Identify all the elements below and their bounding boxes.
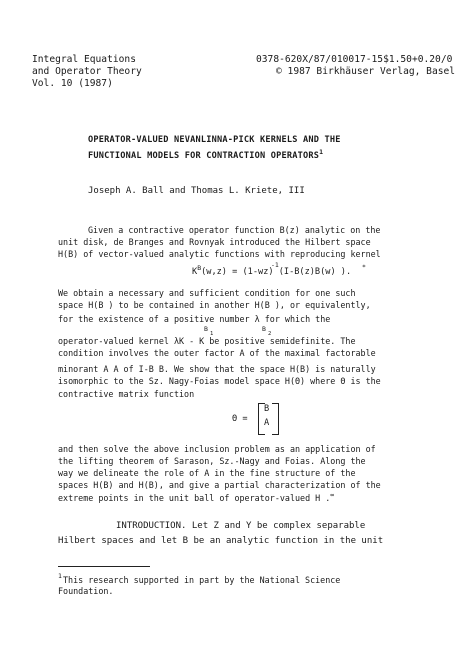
h-infinity-superscript: ∞ (330, 491, 335, 499)
matrix-entry-b: B (264, 404, 270, 414)
issn-code: 0378-620X/87/010017-15$1.50+0.20/0 (256, 54, 453, 65)
abstract-line-16-text: extreme points in the unit ball of operator-valued H . (58, 493, 331, 503)
abstract-line-10: isomorphic to the Sz. Nagy-Foias model space H(Θ) where Θ is the (58, 376, 381, 386)
copyright-line: © 1987 Birkhäuser Verlag, Basel (276, 66, 456, 77)
adjoint-star: * (362, 263, 366, 271)
kernel-sup-b1: B (204, 325, 208, 333)
kernel-sub-1: 1 (210, 331, 214, 337)
matrix-right-bracket (272, 403, 279, 435)
intro-line-1: INTRODUCTION. Let Z and Y be complex separable (116, 521, 366, 531)
abstract-line-3: H(B) of vector-valued analytic functions with reproducing kernel (58, 249, 381, 259)
abstract-line-11: contractive matrix function (58, 389, 195, 399)
abstract-line-12: and then solve the above inclusion problem as an application of (58, 444, 376, 454)
exponent-minus-one: -1 (271, 261, 279, 269)
footnote-mark: 1 (58, 572, 62, 580)
abstract-line-14: way we delineate the role of A in the fine structure of the (58, 468, 356, 478)
intro-line-2: Hilbert spaces and let B be an analytic function in the unit (58, 536, 384, 546)
paper-title-line1: OPERATOR-VALUED NEVANLINNA-PICK KERNELS AND THE (88, 135, 341, 145)
paper-title-line2 (88, 148, 324, 161)
abstract-line-9: minorant A A of I-B B. We show that the space H(B) is naturally (58, 364, 376, 374)
kernel-formula: (w,z) = (1-wz) (I-B(z)B(w) ). (201, 267, 352, 277)
abstract-line-4: We obtain a necessary and sufficient condition for one such (58, 288, 356, 298)
abstract-line-16 (58, 493, 334, 503)
kernel-symbol: K (192, 267, 198, 277)
journal-name-line2: and Operator Theory (32, 66, 142, 77)
kernel-sub-2: 2 (268, 331, 272, 337)
abstract-line-13: the lifting theorem of Sarason, Sz.-Nagy and Foias. Along the (58, 456, 366, 466)
abstract-line-1: Given a contractive operator function B(z) analytic on the (88, 225, 381, 235)
theta-equation: Θ = (232, 414, 248, 424)
footnote-rule (58, 566, 150, 567)
paper-title-line2-text: FUNCTIONAL MODELS FOR CONTRACTION OPERATORS (88, 151, 320, 161)
abstract-line-15: spaces H(B) and H(B), and give a partial characterization of the (58, 480, 381, 490)
kernel-superscript: B (197, 264, 202, 272)
matrix-entry-a: A (264, 418, 270, 428)
abstract-line-6: for the existence of a positive number λ for which the (58, 314, 331, 324)
title-footnote-mark: 1 (319, 148, 324, 156)
abstract-line-2: unit disk, de Branges and Rovnyak introduced the Hilbert space (58, 237, 371, 247)
footnote-line-1: This research supported in part by the National Science (63, 575, 341, 585)
abstract-line-8: condition involves the outer factor A of the maximal factorable (58, 348, 376, 358)
authors: Joseph A. Ball and Thomas L. Kriete, III (88, 186, 305, 196)
abstract-line-7: operator-valued kernel λK - K be positive semidefinite. The (58, 336, 356, 346)
kernel-sup-b2: B (262, 325, 266, 333)
footnote-line-2: Foundation. (58, 586, 114, 596)
abstract-line-5: space H(B ) to be contained in another H(B ), or equivalently, (58, 300, 371, 310)
journal-name-line1: Integral Equations (32, 54, 136, 65)
journal-volume: Vol. 10 (1987) (32, 78, 113, 89)
